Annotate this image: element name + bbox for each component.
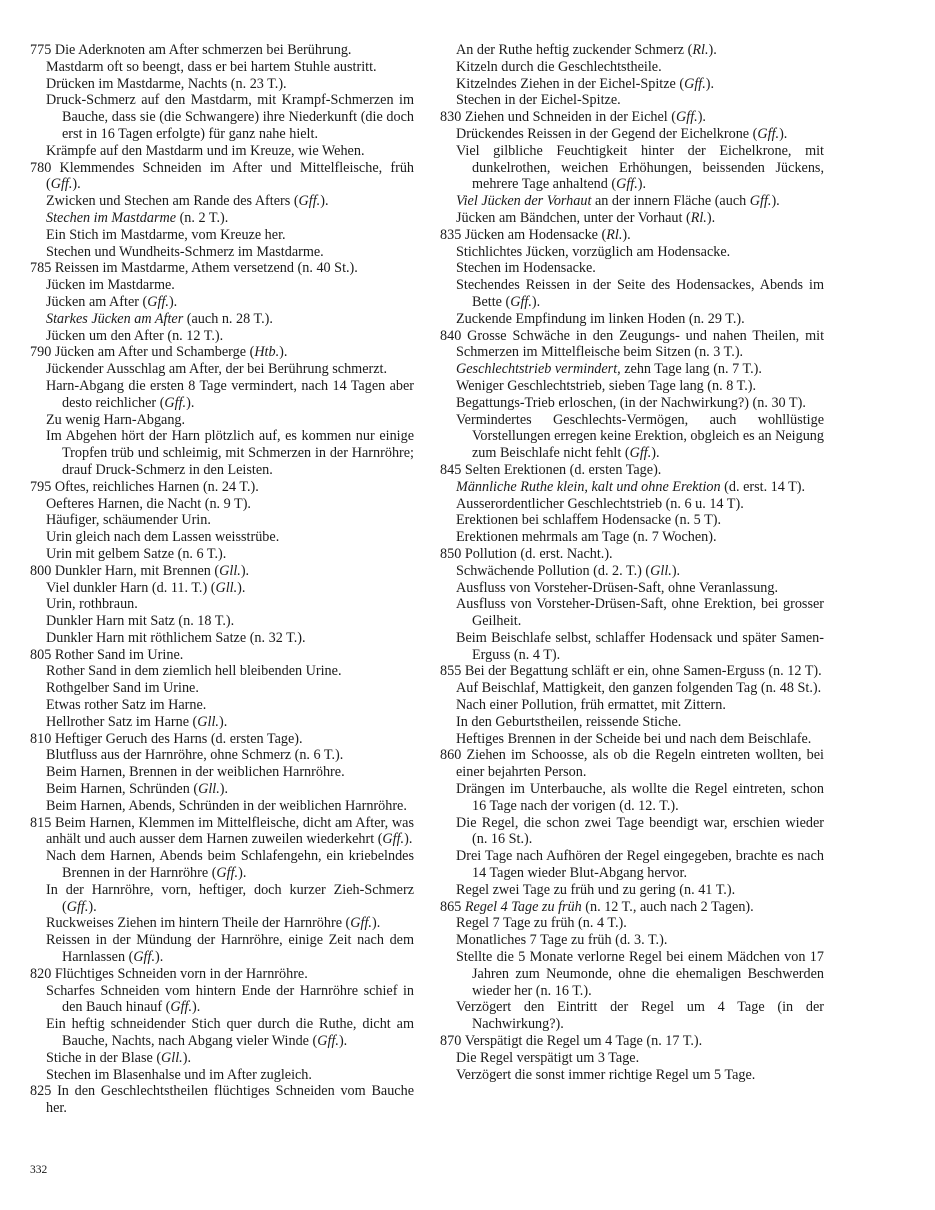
- symptom-entry: [440, 714, 824, 731]
- symptom-entry: [30, 546, 414, 563]
- symptom-text: Klemmendes Schneiden im After und Mittelfleische, früh (: [46, 159, 415, 193]
- symptom-text: Urin mit gelbem Satze (n. 6 T.).: [46, 545, 227, 562]
- symptom-text: (n. 12 T., auch nach 2 Tagen).: [581, 898, 754, 915]
- symptom-text: Jückender Ausschlag am After, der bei Berührung schmerzt.: [46, 361, 388, 378]
- emphasis-text: Rl.: [692, 42, 709, 58]
- symptom-text: Auf Beischlaf, Mattigkeit, den ganzen folgenden Tag (n. 48 St.).: [456, 680, 822, 697]
- symptom-text: ).: [371, 915, 381, 932]
- symptom-text: Viel dunkler Harn (d. 11. T.) (: [46, 579, 216, 596]
- symptom-number: 795: [30, 478, 55, 495]
- symptom-entry-numbered: [30, 815, 414, 849]
- symptom-text: Dunkler Harn mit röthlichem Satze (n. 32 T.).: [46, 629, 306, 646]
- symptom-number: 785: [30, 260, 55, 277]
- emphasis-text: Gll.: [219, 562, 241, 579]
- emphasis-text: Geschlechtstrieb vermindert: [456, 361, 618, 378]
- symptom-text: Stechendes Reissen in der Seite des Hodensackes, Abends im Bette (: [456, 277, 824, 310]
- symptom-text: Beim Harnen, Brennen in der weiblichen Harnröhre.: [46, 764, 345, 781]
- symptom-entry: [440, 815, 824, 849]
- symptom-text: Jücken im Mastdarme.: [46, 277, 175, 294]
- symptom-text: Pollution (d. erst. Nacht.).: [464, 545, 613, 562]
- symptom-number: 845: [440, 461, 465, 478]
- symptom-text: ).: [531, 293, 541, 310]
- symptom-entry: [440, 630, 824, 664]
- symptom-entry: [30, 915, 414, 932]
- symptom-number: 815: [30, 814, 56, 831]
- symptom-text: Etwas rother Satz im Harne.: [46, 697, 207, 714]
- symptom-number: 870: [440, 1033, 465, 1050]
- symptom-text: Blutfluss aus der Harnröhre, ohne Schmerz (n. 6 T.).: [46, 747, 344, 764]
- symptom-entry: [30, 412, 414, 429]
- symptom-text: Ein heftig schneidender Stich quer durch die Ruthe, dicht am Bauche, Nachts, nach Abgang vieler Winde (: [46, 1016, 414, 1050]
- symptom-entry: [30, 764, 414, 781]
- symptom-text: ).: [708, 42, 717, 58]
- symptom-text: ).: [88, 898, 97, 915]
- symptom-entry: [440, 395, 824, 412]
- symptom-entry: [440, 848, 824, 882]
- symptom-text: Urin gleich nach dem Lassen weisstrübe.: [46, 529, 280, 546]
- symptom-entry: [440, 143, 824, 193]
- symptom-entry: [440, 731, 824, 748]
- symptom-text: Krämpfe auf den Mastdarm und im Kreuze, wie Wehen.: [46, 142, 365, 159]
- symptom-text: Stechen im Blasenhalse und im After zugleich.: [46, 1066, 312, 1083]
- symptom-entry: [30, 311, 414, 328]
- symptom-text: an der innern Fläche (auch: [591, 193, 750, 210]
- symptom-text: Rother Sand in dem ziemlich hell bleibenden Urine.: [46, 663, 342, 680]
- symptom-entry: [30, 680, 414, 697]
- emphasis-text: Gff.: [147, 293, 169, 310]
- emphasis-text: Gll.: [198, 781, 220, 798]
- symptom-text: , zehn Tage lang (n. 7 T.).: [617, 361, 762, 378]
- symptom-entry: [30, 210, 414, 227]
- symptom-entry-numbered: [30, 160, 414, 194]
- symptom-text: ).: [622, 226, 631, 243]
- symptom-text: Weniger Geschlechtstrieb, sieben Tage lang (n. 8 T.).: [456, 377, 757, 394]
- emphasis-text: Regel 4 Tage zu früh: [464, 898, 582, 915]
- symptom-text: ).: [192, 999, 201, 1016]
- symptom-text: Häufiger, schäumender Urin.: [46, 512, 211, 529]
- symptom-text: ).: [238, 865, 247, 882]
- symptom-text: Zwicken und Stechen am Rande des Afters (: [46, 193, 299, 210]
- emphasis-text: Gll.: [161, 1049, 183, 1066]
- symptom-entry: [30, 428, 414, 478]
- symptom-text: Nach dem Harnen, Abends beim Schlafengehn, ein kriebelndes Brennen in der Harnröhre (: [46, 848, 414, 882]
- symptom-text: ).: [186, 394, 195, 411]
- emphasis-text: Gff.: [164, 394, 187, 411]
- symptom-text: Monatliches 7 Tage zu früh (d. 3. T.).: [456, 932, 668, 949]
- symptom-entry: [440, 479, 824, 496]
- symptom-text: Heftiger Geruch des Harns (d. ersten Tage).: [54, 730, 303, 747]
- symptom-text: In der Harnröhre, vorn, heftiger, doch kurzer Zieh-Schmerz (: [46, 881, 414, 915]
- symptom-text: Druck-Schmerz auf den Mastdarm, mit Krampf-Schmerzen im Bauche, dass sie (die Schwangere) ihre Niederkunft (die doch erst in 16 Tagen erfolgte) für ganz nahe hielt.: [46, 92, 414, 142]
- symptom-text: Die Regel verspätigt um 3 Tage.: [456, 1049, 640, 1066]
- emphasis-text: Gll.: [197, 713, 219, 730]
- symptom-entry: [440, 1050, 824, 1067]
- symptom-entry: [30, 798, 414, 815]
- emphasis-text: Gff.: [382, 831, 405, 848]
- emphasis-text: Gff.: [317, 1033, 339, 1050]
- symptom-text: (auch n. 28 T.).: [183, 310, 273, 327]
- right-column: [440, 42, 824, 1083]
- symptom-entry: [440, 412, 824, 462]
- symptom-entry: [440, 92, 824, 109]
- symptom-text: Jücken am After (: [46, 293, 148, 310]
- symptom-entry: [30, 596, 414, 613]
- symptom-entry: [30, 613, 414, 630]
- symptom-entry-numbered: [30, 966, 414, 983]
- symptom-text: Bei der Begattung schläft er ein, ohne Samen-Erguss (n. 12 T).: [464, 663, 822, 680]
- symptom-number: 780: [30, 159, 60, 176]
- symptom-entry-numbered: [30, 647, 414, 664]
- symptom-entry-numbered: [440, 462, 824, 479]
- symptom-text: ).: [671, 562, 681, 579]
- symptom-entry: [30, 227, 414, 244]
- symptom-text: Reissen in der Mündung der Harnröhre, einige Zeit nach dem Harnlassen (: [46, 932, 414, 966]
- emphasis-text: Gff.: [749, 193, 772, 210]
- symptom-text: Ein Stich im Mastdarme, vom Kreuze her.: [46, 226, 286, 243]
- emphasis-text: Gff.: [616, 176, 638, 193]
- emphasis-text: Starkes Jücken am After: [46, 310, 184, 327]
- symptom-entry: [440, 529, 824, 546]
- symptom-text: Die Regel, die schon zwei Tage beendigt war, erschien wieder (n. 16 St.).: [456, 814, 824, 848]
- symptom-entry: [30, 1016, 414, 1050]
- left-column: [30, 42, 414, 1117]
- symptom-text: Urin, rothbraun.: [46, 596, 138, 613]
- symptom-text: Jücken am After und Schamberge (: [54, 344, 255, 361]
- symptom-text: ).: [168, 293, 178, 310]
- symptom-entry-numbered: [440, 899, 824, 916]
- symptom-entry: [30, 580, 414, 597]
- symptom-text: Erektionen bei schlaffem Hodensacke (n. 5 T).: [456, 512, 722, 529]
- symptom-entry-numbered: [440, 109, 824, 126]
- emphasis-text: Stechen im Mastdarme: [46, 209, 177, 226]
- symptom-entry-numbered: [30, 42, 414, 59]
- symptom-text: Regel zwei Tage zu früh und zu gering (n. 41 T.).: [456, 881, 736, 898]
- symptom-text: Beim Harnen, Klemmen im Mittelfleische, dicht am After, was anhält und auch ausser dem Harnen zuweilen wiederkehrt (: [46, 814, 415, 848]
- symptom-text: Nach einer Pollution, früh ermattet, mit Zittern.: [456, 697, 726, 714]
- symptom-entry: [30, 328, 414, 345]
- emphasis-text: Gff.: [66, 898, 89, 915]
- symptom-text: Verzögert die sonst immer richtige Regel um 5 Tage.: [456, 1066, 756, 1083]
- symptom-text: Verzögert den Eintritt der Regel um 4 Tage (in der Nachwirkung?).: [456, 999, 824, 1033]
- symptom-text: Oftes, reichliches Harnen (n. 24 T.).: [54, 478, 259, 495]
- symptom-entry: [440, 59, 824, 76]
- symptom-text: Viel gilbliche Feuchtigkeit hinter der Eichelkrone, mit dunkelrothen, weichen Erhöhungen, beissenden Jückens, mehrere Tage anhaltend (: [456, 142, 824, 193]
- symptom-entry-numbered: [30, 344, 414, 361]
- symptom-entry: [440, 378, 824, 395]
- emphasis-text: Gff.: [676, 109, 698, 126]
- emphasis-text: Htb.: [254, 344, 280, 361]
- symptom-text: Beim Harnen, Abends, Schründen in der weiblichen Harnröhre.: [46, 797, 407, 814]
- symptom-text: Ausserordentlicher Geschlechtstrieb (n. 6 u. 14 T).: [456, 495, 744, 512]
- symptom-entry: [30, 496, 414, 513]
- emphasis-text: Gff.: [170, 999, 193, 1016]
- symptom-entry: [440, 277, 824, 311]
- symptom-text: Drücken im Mastdarme, Nachts (n. 23 T.).: [46, 75, 287, 92]
- symptom-text: Im Abgehen hört der Harn plötzlich auf, es kommen nur einige Tropfen trüb und schleimig, mit Schmerzen in der Harnröhre; drauf Druck-Schmerz in den Leisten.: [46, 428, 414, 478]
- symptom-text: ).: [218, 713, 228, 730]
- symptom-text: ).: [279, 344, 288, 361]
- symptom-text: Beim Harnen, Schründen (: [46, 781, 199, 798]
- emphasis-text: Gff.: [684, 75, 706, 92]
- symptom-text: ).: [637, 176, 647, 193]
- symptom-text: Ausfluss von Vorsteher-Drüsen-Saft, ohne Veranlassung.: [456, 579, 779, 596]
- symptom-entry: [440, 580, 824, 597]
- symptom-text: Harn-Abgang die ersten 8 Tage vermindert, nach 14 Tagen aber desto reichlicher (: [46, 377, 414, 411]
- symptom-entry: [440, 361, 824, 378]
- symptom-number: 800: [30, 562, 55, 579]
- symptom-number: 805: [30, 646, 55, 663]
- symptom-entry-numbered: [30, 731, 414, 748]
- symptom-entry: [30, 378, 414, 412]
- symptom-text: ).: [706, 209, 716, 226]
- emphasis-text: Gff.: [510, 293, 532, 310]
- symptom-entry: [30, 193, 414, 210]
- symptom-entry: [30, 1050, 414, 1067]
- symptom-text: Vermindertes Geschlechts-Vermögen, auch wohllüstige Vorstellungen erregen keine Erektion, obgleich es an Neigung zum Beischlafe nicht fehlt (: [456, 411, 824, 462]
- emphasis-text: Rl.: [690, 209, 707, 226]
- emphasis-text: Gff.: [133, 949, 155, 966]
- symptom-entry: [30, 361, 414, 378]
- symptom-entry: [440, 496, 824, 513]
- symptom-text: ).: [320, 193, 329, 210]
- symptom-text: Verspätigt die Regel um 4 Tage (n. 17 T.).: [464, 1033, 703, 1050]
- symptom-text: Oefteres Harnen, die Nacht (n. 9 T).: [46, 495, 251, 512]
- emphasis-text: Viel Jücken der Vorhaut: [456, 193, 592, 210]
- symptom-entry: [440, 596, 824, 630]
- symptom-entry: [440, 126, 824, 143]
- symptom-text: ).: [779, 125, 788, 142]
- symptom-text: Jücken um den After (n. 12 T.).: [46, 327, 224, 344]
- symptom-entry: [440, 697, 824, 714]
- symptom-entry-numbered: [30, 563, 414, 580]
- symptom-text: ).: [155, 949, 164, 966]
- symptom-text: ).: [219, 781, 229, 798]
- symptom-number: 860: [440, 747, 467, 764]
- symptom-text: Zuckende Empfindung im linken Hoden (n. 29 T.).: [456, 310, 745, 327]
- symptom-entry: [30, 92, 414, 142]
- symptom-text: Ruckweises Ziehen im hintern Theile der Harnröhre (: [46, 915, 351, 932]
- symptom-text: Drei Tage nach Aufhören der Regel eingegeben, brachte es nach 14 Tagen wieder Blut-Abgang hervor.: [456, 848, 824, 882]
- symptom-entry: [440, 680, 824, 697]
- symptom-text: Jücken am Hodensacke (: [464, 226, 607, 243]
- symptom-text: ).: [338, 1033, 348, 1050]
- symptom-text: Flüchtiges Schneiden vorn in der Harnröhre.: [54, 965, 308, 982]
- page-number: 332: [30, 1164, 48, 1176]
- symptom-number: 850: [440, 545, 465, 562]
- symptom-entry: [30, 848, 414, 882]
- symptom-entry: [440, 932, 824, 949]
- symptom-entry-numbered: [440, 747, 824, 781]
- symptom-text: Ausfluss von Vorsteher-Drüsen-Saft, ohne Erektion, bei grosser Geilheit.: [456, 596, 824, 630]
- symptom-entry-numbered: [440, 663, 824, 680]
- symptom-entry-numbered: [30, 260, 414, 277]
- symptom-number: 835: [440, 226, 465, 243]
- symptom-entry: [440, 42, 824, 59]
- symptom-text: ).: [182, 1049, 192, 1066]
- symptom-text: (d. erst. 14 T).: [720, 478, 806, 495]
- symptom-text: Stechen in der Eichel-Spitze.: [456, 92, 621, 109]
- symptom-text: An der Ruthe heftig zuckender Schmerz (: [456, 42, 693, 58]
- emphasis-text: Gff.: [350, 915, 372, 932]
- symptom-entry-numbered: [30, 1083, 414, 1117]
- symptom-text: Regel 7 Tage zu früh (n. 4 T.).: [456, 915, 627, 932]
- symptom-entry: [30, 932, 414, 966]
- symptom-text: Reissen im Mastdarme, Athem versetzend (n. 40 St.).: [54, 260, 358, 277]
- symptom-text: Die Aderknoten am After schmerzen bei Berührung.: [54, 42, 352, 58]
- symptom-entry: [30, 76, 414, 93]
- symptom-entry: [440, 210, 824, 227]
- emphasis-text: Gll.: [215, 579, 238, 596]
- symptom-text: Stechen im Hodensacke.: [456, 260, 596, 277]
- symptom-text: Stichlichtes Jücken, vorzüglich am Hodensacke.: [456, 243, 731, 260]
- symptom-text: Begattungs-Trieb erloschen, (in der Nachwirkung?) (n. 30 T).: [456, 394, 806, 411]
- symptom-entry: [440, 512, 824, 529]
- symptom-text: ).: [72, 176, 81, 193]
- symptom-entry: [440, 311, 824, 328]
- emphasis-text: Männliche Ruthe klein, kalt und ohne Erektion: [456, 478, 721, 495]
- symptom-number: 840: [440, 327, 468, 344]
- symptom-number: 830: [440, 109, 465, 126]
- symptom-text: ).: [771, 193, 780, 210]
- symptom-entry: [440, 76, 824, 93]
- symptom-entry: [30, 1067, 414, 1084]
- symptom-text: Jücken am Bändchen, unter der Vorhaut (: [456, 209, 691, 226]
- symptom-entry: [30, 294, 414, 311]
- symptom-entry: [30, 512, 414, 529]
- symptom-entry: [440, 781, 824, 815]
- symptom-text: Rothgelber Sand im Urine.: [46, 680, 199, 697]
- symptom-entry: [30, 714, 414, 731]
- symptom-text: Kitzelndes Ziehen in der Eichel-Spitze (: [456, 75, 685, 92]
- symptom-text: Selten Erektionen (d. ersten Tage).: [464, 461, 662, 478]
- symptom-text: Drängen im Unterbauche, als wollte die Regel eintreten, schon 16 Tage nach der vorigen (d. 12. T.).: [456, 781, 824, 814]
- symptom-text: Hellrother Satz im Harne (: [46, 713, 198, 730]
- symptom-entry: [30, 882, 414, 916]
- symptom-text: Mastdarm oft so beengt, dass er bei hartem Stuhle austritt.: [46, 58, 377, 75]
- emphasis-text: Gff.: [757, 125, 780, 142]
- symptom-entry: [30, 697, 414, 714]
- symptom-text: Schwächende Pollution (d. 2. T.) (: [456, 562, 651, 579]
- symptom-entry: [30, 59, 414, 76]
- symptom-entry: [30, 143, 414, 160]
- symptom-text: ).: [705, 75, 715, 92]
- symptom-text: Stechen und Wundheits-Schmerz im Mastdarme.: [46, 243, 324, 260]
- symptom-text: Heftiges Brennen in der Scheide bei und nach dem Beischlafe.: [456, 730, 812, 747]
- symptom-text: Beim Beischlafe selbst, schlaffer Hodensack und später Samen-Erguss (n. 4 T).: [456, 629, 824, 663]
- symptom-entry: [30, 747, 414, 764]
- symptom-number: 820: [30, 965, 55, 982]
- symptom-text: Rother Sand im Urine.: [54, 646, 184, 663]
- symptom-text: ).: [651, 445, 660, 462]
- symptom-entry: [440, 244, 824, 261]
- symptom-text: In den Geburtstheilen, reissende Stiche.: [456, 713, 682, 730]
- symptom-text: In den Geschlechtstheilen flüchtiges Schneiden vom Bauche her.: [46, 1083, 414, 1117]
- symptom-entry-numbered: [440, 328, 824, 362]
- symptom-text: Zu wenig Harn-Abgang.: [46, 411, 186, 428]
- symptom-number: 865: [440, 898, 465, 915]
- symptom-entry: [30, 663, 414, 680]
- symptom-number: 855: [440, 663, 465, 680]
- symptom-entry: [30, 529, 414, 546]
- symptom-number: 825: [30, 1083, 58, 1100]
- emphasis-text: Gff.: [50, 176, 73, 193]
- symptom-entry: [30, 983, 414, 1017]
- symptom-text: Dunkler Harn mit Satz (n. 18 T.).: [46, 613, 235, 630]
- symptom-entry: [30, 781, 414, 798]
- symptom-text: Drückendes Reissen in der Gegend der Eichelkrone (: [456, 125, 758, 142]
- symptom-text: Ziehen und Schneiden in der Eichel (: [464, 109, 676, 126]
- symptom-entry: [30, 244, 414, 261]
- symptom-entry: [440, 193, 824, 210]
- symptom-entry: [440, 563, 824, 580]
- symptom-number: 810: [30, 730, 55, 747]
- symptom-text: Kitzeln durch die Geschlechtstheile.: [456, 58, 662, 75]
- symptom-text: Erektionen mehrmals am Tage (n. 7 Wochen).: [456, 529, 717, 546]
- symptom-number: 775: [30, 42, 55, 58]
- emphasis-text: Gll.: [650, 562, 672, 579]
- emphasis-text: Gff.: [216, 865, 239, 882]
- symptom-entry: [440, 999, 824, 1033]
- emphasis-text: Gff.: [298, 193, 321, 210]
- symptom-text: ).: [404, 831, 413, 848]
- symptom-entry: [440, 260, 824, 277]
- symptom-entry: [440, 882, 824, 899]
- symptom-entry-numbered: [440, 546, 824, 563]
- symptom-text: ).: [237, 579, 246, 596]
- symptom-text: ).: [697, 109, 706, 126]
- symptom-text: Dunkler Harn, mit Brennen (: [54, 562, 220, 579]
- symptom-entry: [440, 915, 824, 932]
- symptom-entry-numbered: [30, 479, 414, 496]
- symptom-entry: [440, 949, 824, 999]
- emphasis-text: Gff.: [629, 445, 652, 462]
- symptom-entry-numbered: [440, 1033, 824, 1050]
- symptom-text: ).: [240, 562, 250, 579]
- symptom-entry-numbered: [440, 227, 824, 244]
- symptom-text: Scharfes Schneiden vom hintern Ende der Harnröhre schief in den Bauch hinauf (: [46, 982, 414, 1016]
- symptom-entry: [30, 277, 414, 294]
- symptom-text: Stiche in der Blase (: [46, 1049, 162, 1066]
- symptom-text: Grosse Schwäche in den Zeugungs- und nahen Theilen, mit Schmerzen im Mittelfleische beim Sitzen (n. 3 T.).: [456, 327, 825, 361]
- symptom-number: 790: [30, 344, 55, 361]
- symptom-text: Ziehen im Schoosse, als ob die Regeln eintreten wollten, bei einer bejahrten Person.: [456, 747, 824, 781]
- symptom-entry: [30, 630, 414, 647]
- symptom-text: (n. 2 T.).: [176, 209, 229, 226]
- emphasis-text: Rl.: [606, 226, 623, 243]
- symptom-entry: [440, 1067, 824, 1084]
- symptom-text: Stellte die 5 Monate verlorne Regel bei einem Mädchen von 17 Jahren zum Neumonde, ohne die ehemaligen Beschwerden wieder her (n. 16 T.).: [456, 949, 824, 999]
